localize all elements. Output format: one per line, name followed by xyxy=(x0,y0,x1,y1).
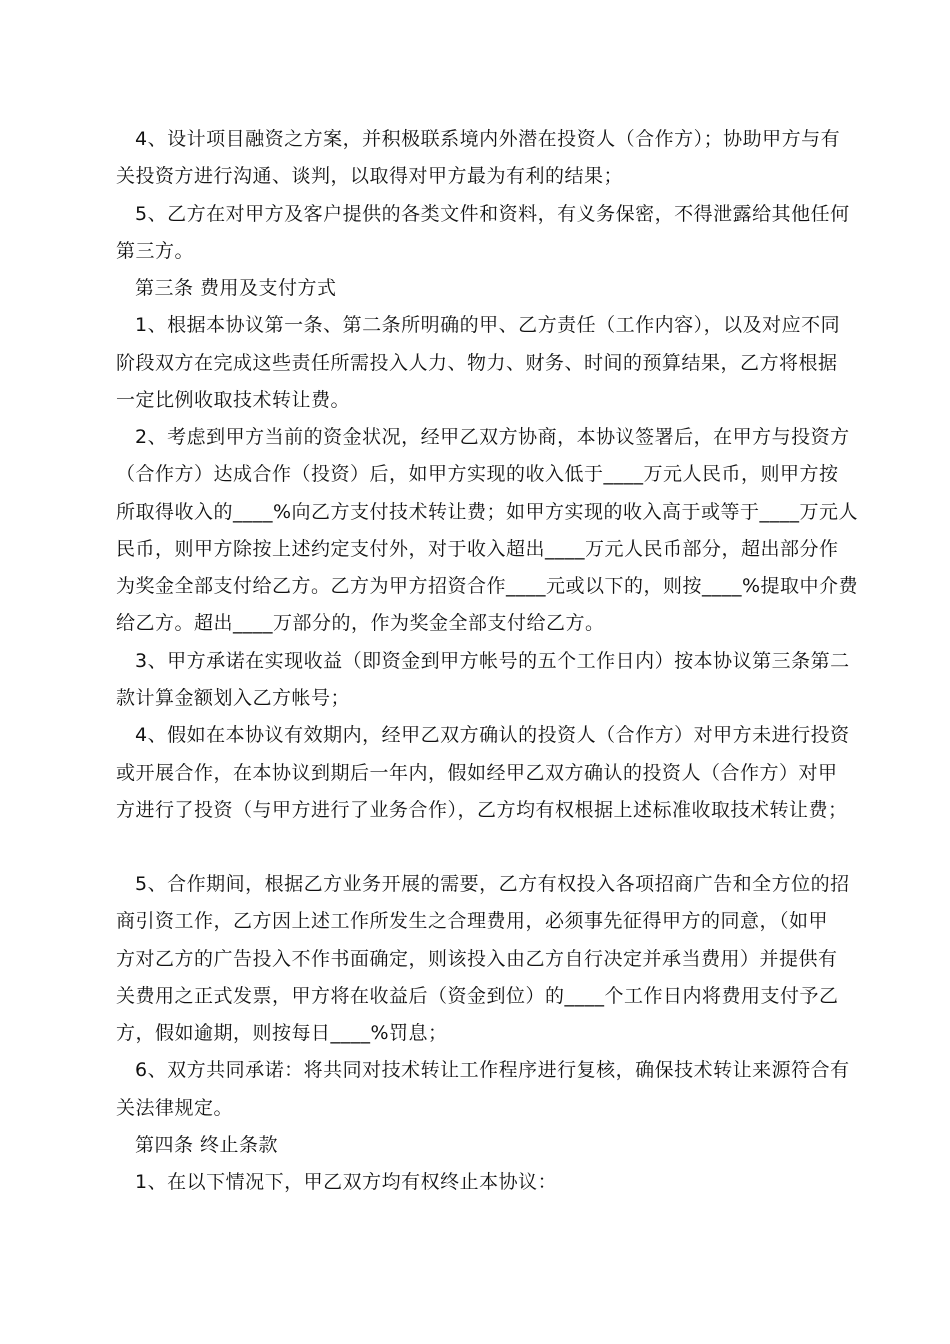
text-line: 4、假如在本协议有效期内，经甲乙双方确认的投资人（合作方）对甲方未进行投资 xyxy=(135,724,850,746)
text-line: 方对乙方的广告投入不作书面确定，则该投入由乙方自行决定并承当费用）并提供有 xyxy=(116,948,838,970)
text-line: 4、设计项目融资之方案，并积极联系境内外潜在投资人（合作方）；协助甲方与有 xyxy=(135,128,841,150)
text-line: 6、双方共同承诺：将共同对技术转让工作程序进行复核，确保技术转让来源符合有 xyxy=(135,1059,850,1081)
text-line: 关法律规定。 xyxy=(116,1097,234,1119)
text-line: 阶段双方在完成这些责任所需投入人力、物力、财务、时间的预算结果，乙方将根据 xyxy=(116,352,838,374)
text-line: 1、在以下情况下，甲乙双方均有权终止本协议： xyxy=(135,1171,558,1193)
text-line: 关投资方进行沟通、谈判，以取得对甲方最为有利的结果； xyxy=(116,165,624,187)
text-line: 款计算金额划入乙方帐号； xyxy=(116,687,351,709)
text-line: 2、考虑到甲方当前的资金状况，经甲乙双方协商，本协议签署后，在甲方与投资方 xyxy=(135,426,850,448)
text-line: 民币，则甲方除按上述约定支付外，对于收入超出____万元人民币部分，超出部分作 xyxy=(116,538,839,560)
text-line: 第三方。 xyxy=(116,240,195,262)
text-line: 给乙方。超出____万部分的，作为奖金全部支付给乙方。 xyxy=(116,612,605,634)
text-line: 方进行了投资（与甲方进行了业务合作），乙方均有权根据上述标准收取技术转让费； xyxy=(116,799,848,821)
text-line: 5、合作期间，根据乙方业务开展的需要，乙方有权投入各项招商广告和全方位的招 xyxy=(135,873,850,895)
text-line: 方，假如逾期，则按每日____%罚息； xyxy=(116,1022,448,1044)
text-line: 所取得收入的____%向乙方支付技术转让费；如甲方实现的收入高于或等于____万元人 xyxy=(116,501,859,523)
text-line: 关费用之正式发票，甲方将在收益后（资金到位）的____个工作日内将费用支付予乙 xyxy=(116,985,839,1007)
text-line: 商引资工作，乙方因上述工作所发生之合理费用，必须事先征得甲方的同意，（如甲 xyxy=(116,910,829,932)
text-line: 1、根据本协议第一条、第二条所明确的甲、乙方责任（工作内容），以及对应不同 xyxy=(135,314,841,336)
section-heading: 第四条 终止条款 xyxy=(135,1134,279,1156)
section-heading: 第三条 费用及支付方式 xyxy=(135,277,337,299)
text-line: 为奖金全部支付给乙方。乙方为甲方招资合作____元或以下的，则按____%提取中介费 xyxy=(116,575,859,597)
text-line: 一定比例收取技术转让费。 xyxy=(116,389,351,411)
text-line: 或开展合作，在本协议到期后一年内，假如经甲乙双方确认的投资人（合作方）对甲 xyxy=(116,762,838,784)
text-line: 3、甲方承诺在实现收益（即资金到甲方帐号的五个工作日内）按本协议第三条第二 xyxy=(135,650,850,672)
text-line: （合作方）达成合作（投资）后，如甲方实现的收入低于____万元人民币，则甲方按 xyxy=(116,463,839,485)
text-line: 5、乙方在对甲方及客户提供的各类文件和资料，有义务保密，不得泄露给其他任何 xyxy=(135,203,850,225)
